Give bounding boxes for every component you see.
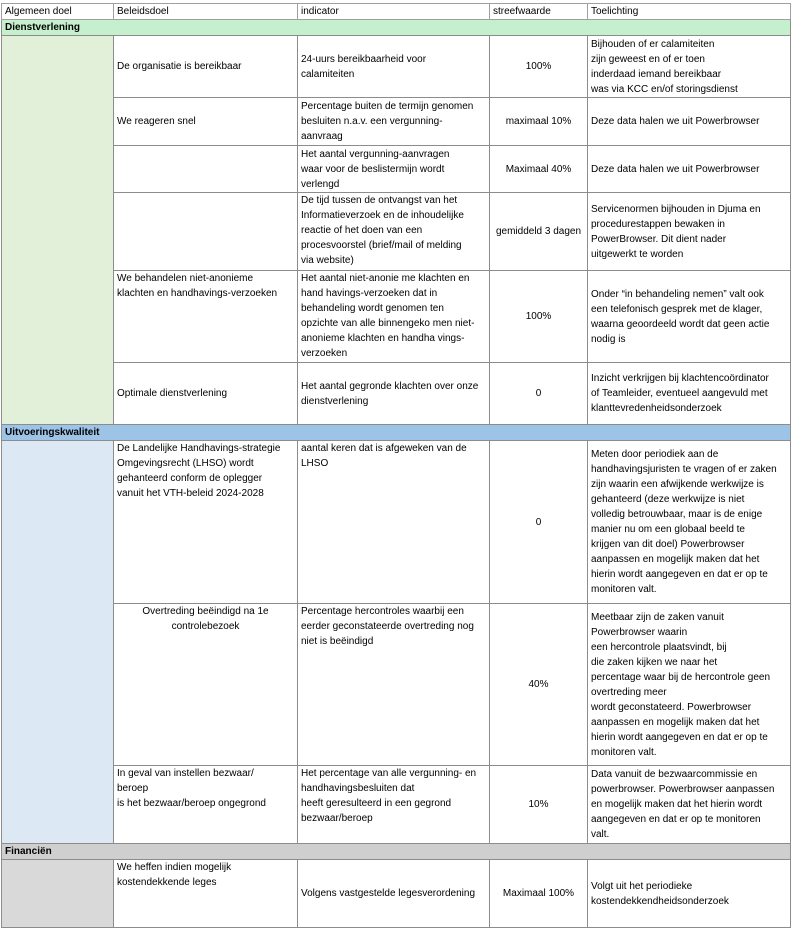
beleidsdoel-cell[interactable]: We heffen indien mogelijk kostendekkende leges — [114, 860, 298, 928]
toelichting-cell[interactable]: Onder “in behandeling nemen” valt ook een telefonisch gesprek met de klager, waarna geoordeeld wordt dat geen actie nodig is — [588, 271, 791, 363]
toelichting-cell[interactable]: Data vanuit de bezwaarcommissie en powerbrowser. Powerbrowser aanpassen en mogelijk maken dat het hierin wordt aangegeven en dat er op te monitoren valt. — [588, 766, 791, 844]
table-row — [2, 363, 791, 425]
toelichting-cell[interactable]: Inzicht verkrijgen bij klachtencoördinator of Teamleider, eventueel aangevuld met klanttevredenheidsonderzoek — [588, 363, 791, 425]
header-indicator[interactable]: indicator — [298, 4, 490, 20]
section-title-dienstverlening[interactable]: Dienstverlening — [2, 20, 791, 36]
section-row-uitvoeringskwaliteit — [2, 425, 791, 441]
header-row — [2, 4, 791, 20]
streefwaarde-cell[interactable]: Maximaal 40% — [490, 146, 588, 193]
table-row — [2, 193, 791, 271]
indicator-cell[interactable]: aantal keren dat is afgeweken van de LHSO — [298, 441, 490, 604]
beleidsdoel-cell[interactable] — [114, 146, 298, 193]
toelichting-cell[interactable]: Meetbaar zijn de zaken vanuit Powerbrowser waarin een hercontrole plaatsvindt, bij die zaken kijken we naar het percentage waar bij de hercontrole geen overtreding meer wordt geconstateerd. Powerbrowser aanpassen en mogelijk maken dat het hierin wordt aangegeven en dat er op te monitoren valt. — [588, 604, 791, 766]
streefwaarde-cell[interactable]: 0 — [490, 363, 588, 425]
section-title-uitvoeringskwaliteit[interactable]: Uitvoeringskwaliteit — [2, 425, 791, 441]
indicator-cell[interactable]: Het aantal niet-anonie me klachten en hand havings-verzoeken dat in behandeling wordt genomen ten opzichte van alle binnengeko men niet- anonieme klachten en handha vings- verzoeken — [298, 271, 490, 363]
header-streefwaarde[interactable]: streefwaarde — [490, 4, 588, 20]
streefwaarde-cell[interactable]: Maximaal 100% — [490, 860, 588, 928]
table-row — [2, 441, 791, 604]
table-row — [2, 604, 791, 766]
beleidsdoel-cell[interactable]: We behandelen niet-anonieme klachten en handhavings-verzoeken — [114, 271, 298, 363]
indicator-cell[interactable]: Het percentage van alle vergunning- en handhavingsbesluiten dat heeft geresulteerd in een gegrond bezwaar/beroep — [298, 766, 490, 844]
beleidsdoelen-table — [1, 3, 791, 928]
table-row — [2, 36, 791, 98]
streefwaarde-cell[interactable]: maximaal 10% — [490, 98, 588, 146]
streefwaarde-cell[interactable]: 40% — [490, 604, 588, 766]
table-row — [2, 146, 791, 193]
beleidsdoel-cell[interactable]: De organisatie is bereikbaar — [114, 36, 298, 98]
table-row — [2, 860, 791, 928]
algemeen-doel-cell-uitvoeringskwaliteit[interactable] — [2, 441, 114, 844]
indicator-cell[interactable]: 24-uurs bereikbaarheid voor calamiteiten — [298, 36, 490, 98]
beleidsdoel-cell[interactable]: In geval van instellen bezwaar/ beroep is het bezwaar/beroep ongegrond — [114, 766, 298, 844]
beleidsdoel-cell[interactable]: De Landelijke Handhavings-strategie Omgevingsrecht (LHSO) wordt gehanteerd conform de oplegger vanuit het VTH-beleid 2024-2028 — [114, 441, 298, 604]
toelichting-cell[interactable]: Deze data halen we uit Powerbrowser — [588, 146, 791, 193]
toelichting-cell[interactable]: Deze data halen we uit Powerbrowser — [588, 98, 791, 146]
section-title-financien[interactable]: Financiën — [2, 844, 791, 860]
beleidsdoel-cell[interactable]: Overtreding beëindigd na 1e controlebezoek — [114, 604, 298, 766]
indicator-cell[interactable]: Volgens vastgestelde legesverordening — [298, 860, 490, 928]
indicator-cell[interactable]: Het aantal gegronde klachten over onze dienstverlening — [298, 363, 490, 425]
header-toelichting[interactable]: Toelichting — [588, 4, 791, 20]
section-row-dienstverlening — [2, 20, 791, 36]
beleidsdoel-cell[interactable]: We reageren snel — [114, 98, 298, 146]
table-row — [2, 271, 791, 363]
indicator-cell[interactable]: Het aantal vergunning-aanvragen waar voor de beslistermijn wordt verlengd — [298, 146, 490, 193]
streefwaarde-cell[interactable]: 10% — [490, 766, 588, 844]
section-row-financien — [2, 844, 791, 860]
toelichting-cell[interactable]: Volgt uit het periodieke kostendekkendheidsonderzoek — [588, 860, 791, 928]
indicator-cell[interactable]: Percentage buiten de termijn genomen besluiten n.a.v. een vergunning- aanvraag — [298, 98, 490, 146]
table-row — [2, 98, 791, 146]
algemeen-doel-cell-dienstverlening[interactable] — [2, 36, 114, 425]
streefwaarde-cell[interactable]: 100% — [490, 36, 588, 98]
toelichting-cell[interactable]: Bijhouden of er calamiteiten zijn geweest en of er toen inderdaad iemand bereikbaar was via KCC en/of storingsdienst — [588, 36, 791, 98]
streefwaarde-cell[interactable]: gemiddeld 3 dagen — [490, 193, 588, 271]
header-algemeen-doel[interactable]: Algemeen doel — [2, 4, 114, 20]
toelichting-cell[interactable]: Servicenormen bijhouden in Djuma en procedurestappen bewaken in PowerBrowser. Dit dient nader uitgewerkt te worden — [588, 193, 791, 271]
beleidsdoel-cell[interactable]: Optimale dienstverlening — [114, 363, 298, 425]
indicator-cell[interactable]: De tijd tussen de ontvangst van het Informatieverzoek en de inhoudelijke reactie of het doen van een procesvoorstel (brief/mail of melding via website) — [298, 193, 490, 271]
streefwaarde-cell[interactable]: 100% — [490, 271, 588, 363]
indicator-cell[interactable]: Percentage hercontroles waarbij een eerder geconstateerde overtreding nog niet is beëindigd — [298, 604, 490, 766]
beleidsdoel-cell[interactable] — [114, 193, 298, 271]
streefwaarde-cell[interactable]: 0 — [490, 441, 588, 604]
algemeen-doel-cell-financien[interactable] — [2, 860, 114, 928]
header-beleidsdoel[interactable]: Beleidsdoel — [114, 4, 298, 20]
toelichting-cell[interactable]: Meten door periodiek aan de handhavingsjuristen te vragen of er zaken zijn waarin een afwijkende werkwijze is gehanteerd (deze werkwijze is niet volledig betrouwbaar, maar is de enige manier nu om een globaal beeld te krijgen van dit doel) Powerbrowser aanpassen en mogelijk maken dat het hierin wordt aangegeven en dat er op te monitoren valt. — [588, 441, 791, 604]
table-row — [2, 766, 791, 844]
